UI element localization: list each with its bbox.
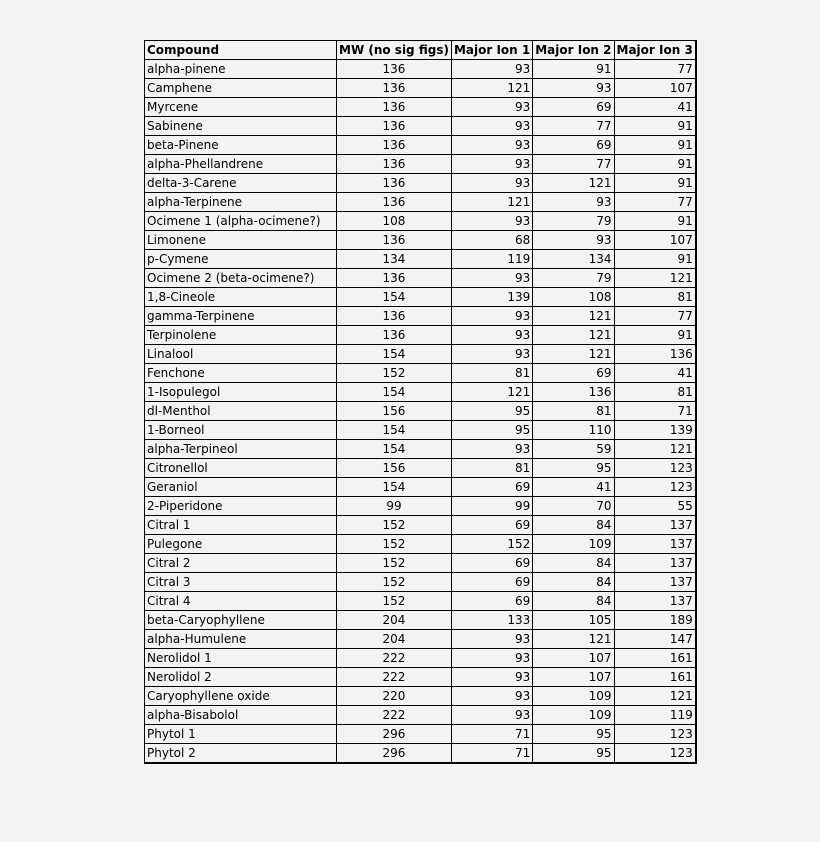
cell-major-ion-1: 81 (451, 364, 532, 383)
cell-compound: alpha-Terpinene (145, 193, 337, 212)
table-row (145, 478, 696, 497)
cell-major-ion-1: 93 (451, 326, 532, 345)
cell-compound: Pulegone (145, 535, 337, 554)
cell-major-ion-3: 137 (614, 516, 696, 535)
cell-major-ion-2: 84 (533, 573, 614, 592)
header-major-ion-3: Major Ion 3 (614, 41, 696, 60)
cell-major-ion-3: 77 (614, 307, 696, 326)
cell-major-ion-3: 121 (614, 687, 696, 706)
cell-mw: 154 (337, 345, 452, 364)
cell-major-ion-2: 110 (533, 421, 614, 440)
cell-major-ion-2: 93 (533, 79, 614, 98)
cell-compound: Caryophyllene oxide (145, 687, 337, 706)
table-row (145, 744, 696, 763)
cell-major-ion-1: 93 (451, 440, 532, 459)
cell-mw: 154 (337, 440, 452, 459)
cell-mw: 152 (337, 364, 452, 383)
cell-major-ion-1: 69 (451, 592, 532, 611)
cell-major-ion-2: 105 (533, 611, 614, 630)
cell-major-ion-2: 70 (533, 497, 614, 516)
cell-major-ion-1: 93 (451, 98, 532, 117)
cell-compound: Nerolidol 1 (145, 649, 337, 668)
cell-major-ion-3: 123 (614, 459, 696, 478)
cell-major-ion-3: 119 (614, 706, 696, 725)
cell-major-ion-1: 95 (451, 402, 532, 421)
cell-compound: Phytol 1 (145, 725, 337, 744)
cell-mw: 136 (337, 307, 452, 326)
cell-major-ion-1: 119 (451, 250, 532, 269)
cell-major-ion-3: 91 (614, 250, 696, 269)
cell-major-ion-1: 95 (451, 421, 532, 440)
cell-compound: p-Cymene (145, 250, 337, 269)
table-row (145, 592, 696, 611)
cell-mw: 136 (337, 117, 452, 136)
cell-mw: 222 (337, 649, 452, 668)
cell-major-ion-2: 77 (533, 117, 614, 136)
table-row (145, 345, 696, 364)
table-row (145, 231, 696, 250)
cell-mw: 152 (337, 535, 452, 554)
cell-mw: 154 (337, 288, 452, 307)
table-row (145, 307, 696, 326)
cell-major-ion-1: 93 (451, 174, 532, 193)
cell-major-ion-3: 91 (614, 326, 696, 345)
cell-compound: Ocimene 2 (beta-ocimene?) (145, 269, 337, 288)
cell-major-ion-3: 91 (614, 212, 696, 231)
table-row (145, 193, 696, 212)
cell-major-ion-1: 99 (451, 497, 532, 516)
cell-major-ion-2: 121 (533, 345, 614, 364)
cell-compound: Citral 1 (145, 516, 337, 535)
header-major-ion-2: Major Ion 2 (533, 41, 614, 60)
cell-compound: Limonene (145, 231, 337, 250)
cell-mw: 136 (337, 60, 452, 79)
table-row (145, 687, 696, 706)
table-row (145, 630, 696, 649)
cell-compound: Myrcene (145, 98, 337, 117)
cell-major-ion-2: 91 (533, 60, 614, 79)
cell-major-ion-1: 121 (451, 193, 532, 212)
cell-major-ion-3: 137 (614, 535, 696, 554)
cell-major-ion-1: 93 (451, 668, 532, 687)
cell-major-ion-2: 109 (533, 535, 614, 554)
cell-major-ion-1: 93 (451, 269, 532, 288)
cell-major-ion-1: 81 (451, 459, 532, 478)
cell-major-ion-1: 93 (451, 345, 532, 364)
cell-major-ion-3: 91 (614, 174, 696, 193)
cell-major-ion-3: 139 (614, 421, 696, 440)
cell-compound: dl-Menthol (145, 402, 337, 421)
cell-major-ion-3: 123 (614, 478, 696, 497)
cell-mw: 99 (337, 497, 452, 516)
cell-compound: Geraniol (145, 478, 337, 497)
cell-mw: 136 (337, 155, 452, 174)
cell-major-ion-3: 107 (614, 79, 696, 98)
cell-compound: delta-3-Carene (145, 174, 337, 193)
cell-major-ion-2: 121 (533, 307, 614, 326)
cell-major-ion-1: 93 (451, 706, 532, 725)
cell-mw: 136 (337, 98, 452, 117)
cell-mw: 152 (337, 592, 452, 611)
table-row (145, 649, 696, 668)
cell-major-ion-2: 107 (533, 649, 614, 668)
table-row (145, 364, 696, 383)
cell-mw: 134 (337, 250, 452, 269)
table-row (145, 269, 696, 288)
table-row (145, 117, 696, 136)
cell-major-ion-3: 91 (614, 136, 696, 155)
cell-major-ion-1: 93 (451, 60, 532, 79)
cell-major-ion-2: 95 (533, 744, 614, 763)
cell-mw: 156 (337, 459, 452, 478)
table-row (145, 288, 696, 307)
cell-major-ion-1: 69 (451, 573, 532, 592)
cell-major-ion-3: 123 (614, 744, 696, 763)
cell-major-ion-3: 71 (614, 402, 696, 421)
cell-compound: beta-Caryophyllene (145, 611, 337, 630)
table-row (145, 706, 696, 725)
cell-mw: 154 (337, 478, 452, 497)
cell-major-ion-3: 81 (614, 288, 696, 307)
table-row (145, 174, 696, 193)
header-row (145, 41, 696, 60)
cell-compound: alpha-Bisabolol (145, 706, 337, 725)
cell-compound: Camphene (145, 79, 337, 98)
cell-major-ion-1: 93 (451, 307, 532, 326)
table-row (145, 611, 696, 630)
table-row (145, 554, 696, 573)
cell-compound: Ocimene 1 (alpha-ocimene?) (145, 212, 337, 231)
cell-compound: gamma-Terpinene (145, 307, 337, 326)
cell-major-ion-3: 91 (614, 117, 696, 136)
cell-mw: 156 (337, 402, 452, 421)
cell-major-ion-1: 69 (451, 478, 532, 497)
cell-major-ion-3: 136 (614, 345, 696, 364)
cell-major-ion-1: 93 (451, 649, 532, 668)
cell-compound: 2-Piperidone (145, 497, 337, 516)
table-row (145, 497, 696, 516)
cell-major-ion-2: 77 (533, 155, 614, 174)
cell-compound: beta-Pinene (145, 136, 337, 155)
cell-compound: alpha-Terpineol (145, 440, 337, 459)
table-row (145, 136, 696, 155)
cell-compound: Phytol 2 (145, 744, 337, 763)
cell-major-ion-1: 93 (451, 155, 532, 174)
cell-mw: 136 (337, 269, 452, 288)
table-row (145, 326, 696, 345)
cell-major-ion-1: 93 (451, 117, 532, 136)
cell-major-ion-3: 147 (614, 630, 696, 649)
cell-mw: 204 (337, 630, 452, 649)
cell-major-ion-1: 69 (451, 516, 532, 535)
header-compound: Compound (145, 41, 337, 60)
cell-major-ion-2: 108 (533, 288, 614, 307)
cell-compound: Linalool (145, 345, 337, 364)
cell-mw: 136 (337, 136, 452, 155)
cell-major-ion-3: 77 (614, 193, 696, 212)
cell-major-ion-1: 139 (451, 288, 532, 307)
cell-mw: 136 (337, 231, 452, 250)
cell-major-ion-3: 137 (614, 592, 696, 611)
cell-mw: 204 (337, 611, 452, 630)
cell-major-ion-3: 121 (614, 269, 696, 288)
cell-major-ion-3: 107 (614, 231, 696, 250)
cell-major-ion-1: 121 (451, 79, 532, 98)
table-row (145, 155, 696, 174)
cell-major-ion-2: 93 (533, 231, 614, 250)
cell-major-ion-2: 134 (533, 250, 614, 269)
cell-major-ion-1: 93 (451, 687, 532, 706)
table-row (145, 535, 696, 554)
table-row (145, 440, 696, 459)
cell-major-ion-3: 189 (614, 611, 696, 630)
cell-compound: Fenchone (145, 364, 337, 383)
cell-major-ion-2: 81 (533, 402, 614, 421)
cell-major-ion-3: 55 (614, 497, 696, 516)
table-row (145, 402, 696, 421)
cell-compound: alpha-Humulene (145, 630, 337, 649)
cell-major-ion-2: 95 (533, 725, 614, 744)
cell-major-ion-2: 109 (533, 687, 614, 706)
cell-major-ion-2: 84 (533, 554, 614, 573)
table-row (145, 250, 696, 269)
table-row (145, 98, 696, 117)
cell-mw: 154 (337, 383, 452, 402)
cell-mw: 136 (337, 174, 452, 193)
cell-major-ion-1: 69 (451, 554, 532, 573)
cell-mw: 222 (337, 706, 452, 725)
table-row (145, 79, 696, 98)
cell-major-ion-2: 79 (533, 212, 614, 231)
cell-mw: 108 (337, 212, 452, 231)
cell-major-ion-2: 121 (533, 174, 614, 193)
cell-compound: 1,8-Cineole (145, 288, 337, 307)
cell-compound: Citral 4 (145, 592, 337, 611)
cell-major-ion-2: 79 (533, 269, 614, 288)
cell-mw: 152 (337, 516, 452, 535)
cell-major-ion-2: 84 (533, 516, 614, 535)
cell-major-ion-2: 95 (533, 459, 614, 478)
cell-major-ion-3: 137 (614, 554, 696, 573)
cell-mw: 136 (337, 326, 452, 345)
cell-major-ion-2: 93 (533, 193, 614, 212)
cell-major-ion-3: 161 (614, 668, 696, 687)
cell-mw: 136 (337, 79, 452, 98)
table-row (145, 725, 696, 744)
cell-major-ion-3: 41 (614, 98, 696, 117)
cell-compound: Citral 2 (145, 554, 337, 573)
cell-major-ion-2: 121 (533, 630, 614, 649)
cell-mw: 220 (337, 687, 452, 706)
cell-mw: 296 (337, 725, 452, 744)
cell-compound: Citronellol (145, 459, 337, 478)
cell-major-ion-2: 69 (533, 98, 614, 117)
cell-compound: Terpinolene (145, 326, 337, 345)
cell-major-ion-2: 136 (533, 383, 614, 402)
header-major-ion-1: Major Ion 1 (451, 41, 532, 60)
cell-major-ion-3: 161 (614, 649, 696, 668)
table-row (145, 421, 696, 440)
cell-major-ion-2: 69 (533, 136, 614, 155)
cell-mw: 152 (337, 573, 452, 592)
cell-major-ion-1: 93 (451, 630, 532, 649)
table-row (145, 573, 696, 592)
cell-compound: Sabinene (145, 117, 337, 136)
cell-mw: 154 (337, 421, 452, 440)
cell-major-ion-2: 69 (533, 364, 614, 383)
cell-major-ion-2: 107 (533, 668, 614, 687)
cell-major-ion-1: 93 (451, 212, 532, 231)
cell-major-ion-1: 121 (451, 383, 532, 402)
cell-compound: alpha-Phellandrene (145, 155, 337, 174)
cell-major-ion-3: 121 (614, 440, 696, 459)
cell-mw: 296 (337, 744, 452, 763)
cell-compound: Citral 3 (145, 573, 337, 592)
cell-compound: 1-Isopulegol (145, 383, 337, 402)
cell-mw: 152 (337, 554, 452, 573)
cell-mw: 136 (337, 193, 452, 212)
cell-major-ion-1: 93 (451, 136, 532, 155)
cell-major-ion-3: 81 (614, 383, 696, 402)
cell-major-ion-2: 41 (533, 478, 614, 497)
cell-major-ion-1: 68 (451, 231, 532, 250)
cell-compound: Nerolidol 2 (145, 668, 337, 687)
cell-major-ion-3: 123 (614, 725, 696, 744)
table-row (145, 383, 696, 402)
table-row (145, 212, 696, 231)
cell-mw: 222 (337, 668, 452, 687)
table-body (145, 60, 696, 763)
cell-major-ion-1: 152 (451, 535, 532, 554)
cell-compound: 1-Borneol (145, 421, 337, 440)
cell-major-ion-3: 41 (614, 364, 696, 383)
table-row (145, 459, 696, 478)
table-row (145, 60, 696, 79)
compound-ion-table (144, 40, 697, 764)
cell-major-ion-2: 121 (533, 326, 614, 345)
cell-major-ion-2: 109 (533, 706, 614, 725)
header-mw: MW (no sig figs) (337, 41, 452, 60)
cell-major-ion-3: 91 (614, 155, 696, 174)
cell-major-ion-1: 71 (451, 725, 532, 744)
cell-major-ion-3: 77 (614, 60, 696, 79)
table-row (145, 516, 696, 535)
cell-compound: alpha-pinene (145, 60, 337, 79)
cell-major-ion-2: 59 (533, 440, 614, 459)
table-header (145, 41, 696, 60)
cell-major-ion-2: 84 (533, 592, 614, 611)
cell-major-ion-1: 133 (451, 611, 532, 630)
cell-major-ion-1: 71 (451, 744, 532, 763)
table-row (145, 668, 696, 687)
cell-major-ion-3: 137 (614, 573, 696, 592)
